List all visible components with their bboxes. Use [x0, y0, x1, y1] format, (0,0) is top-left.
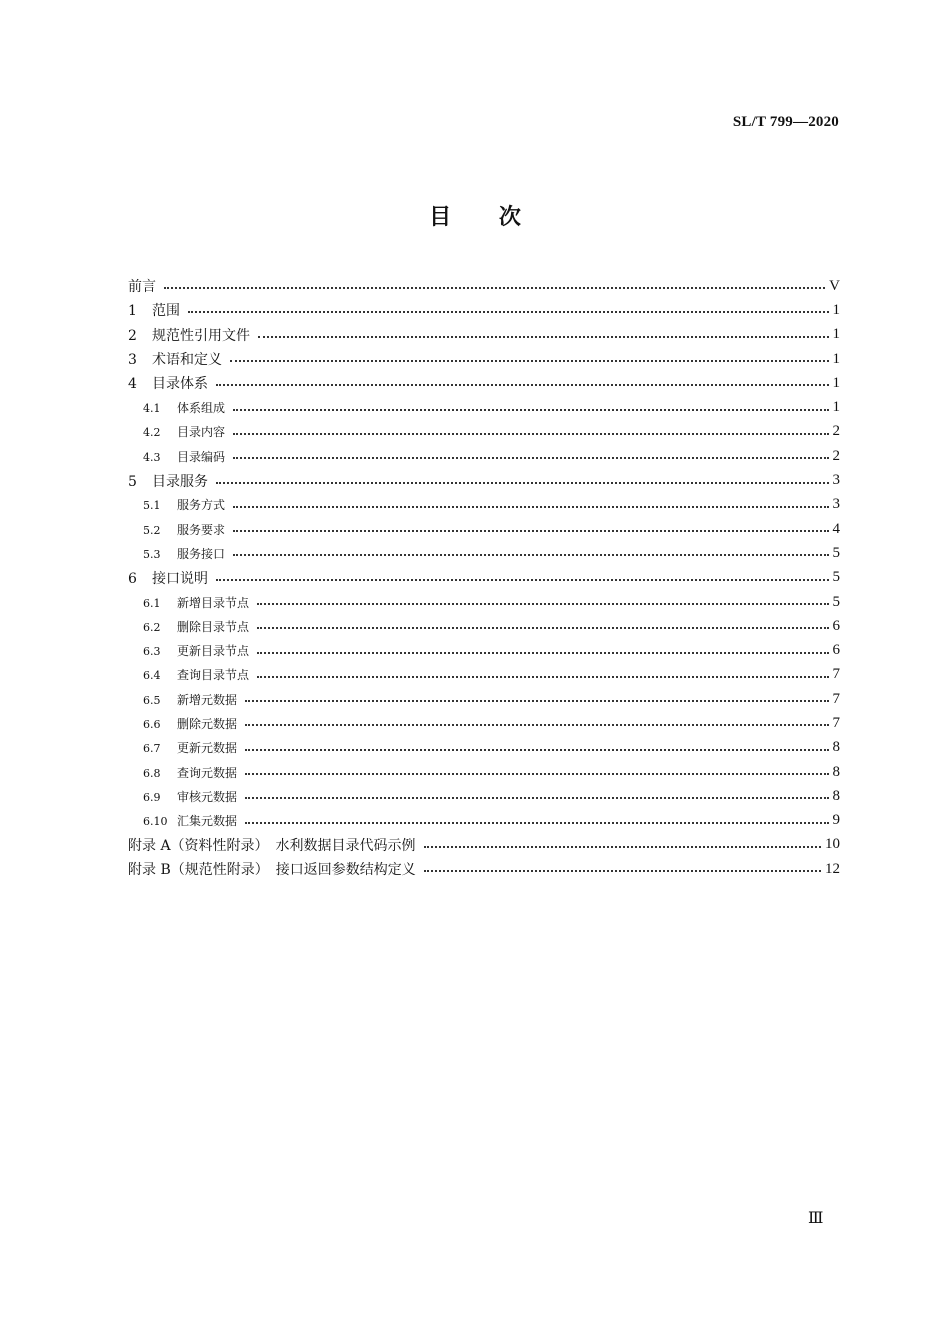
toc-entry[interactable] [128, 857, 840, 881]
dot-leader [216, 482, 829, 484]
toc-entry-label: 目录体系 [152, 376, 208, 393]
toc-entry[interactable] [128, 614, 840, 638]
toc-entry[interactable] [128, 809, 840, 833]
toc-entry-title [143, 618, 253, 635]
toc-entry-page: 12 [825, 860, 840, 877]
toc-entry-number: 5 [128, 473, 137, 490]
toc-entry-number: 6.8 [143, 766, 161, 780]
toc-entry-label: 附录 A（资料性附录） 水利数据目录代码示例 [128, 837, 416, 854]
toc-entry[interactable] [128, 663, 840, 687]
toc-entry[interactable] [128, 323, 840, 347]
toc-entry-label: 范围 [152, 303, 180, 320]
toc-entry-label: 删除元数据 [177, 716, 238, 731]
toc-entry-number: 4 [128, 376, 137, 393]
toc-entry-label: 更新目录节点 [177, 644, 250, 659]
toc-entry[interactable] [128, 493, 840, 517]
toc-entry-page: 5 [832, 593, 840, 610]
toc-entry[interactable] [128, 541, 840, 565]
toc-entry-title [143, 545, 229, 562]
toc-entry-title [143, 521, 229, 538]
toc-entry-number: 6.5 [143, 693, 161, 707]
dot-leader [424, 846, 821, 848]
dot-leader [257, 652, 828, 654]
toc-entry-title [143, 788, 241, 805]
toc-entry-label: 汇集元数据 [177, 814, 238, 829]
toc-entry-title [128, 300, 184, 320]
toc-entry-number: 5.3 [143, 547, 161, 561]
dot-leader [216, 384, 829, 386]
toc-entry-title [128, 373, 212, 393]
toc-entry[interactable] [128, 566, 840, 590]
toc-entry-number: 6.2 [143, 620, 161, 634]
toc-entry-page: 8 [832, 787, 840, 804]
toc-entry-number: 6.10 [143, 815, 168, 829]
toc-entry-title [143, 423, 229, 440]
toc-entry[interactable] [128, 736, 840, 760]
toc-entry-label: 新增元数据 [177, 692, 238, 707]
standard-code: SL/T 799—2020 [732, 114, 839, 130]
toc-entry-label: 附录 B（规范性附录） 接口返回参数结构定义 [128, 862, 416, 879]
toc-entry-page: 2 [832, 423, 840, 440]
toc-entry-label: 目录内容 [177, 425, 226, 440]
toc-entry[interactable] [128, 784, 840, 808]
toc-entry-label: 接口说明 [152, 570, 208, 587]
dot-leader [257, 676, 828, 678]
toc-entry-number: 6.3 [143, 645, 161, 659]
toc-entry-label: 规范性引用文件 [152, 327, 250, 344]
toc-entry-title [143, 642, 253, 659]
dot-leader [233, 530, 828, 532]
toc-entry[interactable] [128, 274, 840, 298]
toc-entry-page: 2 [832, 447, 840, 464]
dot-leader [245, 822, 828, 824]
dot-leader [233, 409, 828, 411]
toc-entry-number: 5.1 [143, 499, 161, 513]
toc-entry-page: 3 [832, 496, 840, 513]
toc-entry-page: 8 [832, 763, 840, 780]
toc-entry-number: 6.9 [143, 790, 161, 804]
toc-entry[interactable] [128, 371, 840, 395]
toc-entry-page: 9 [832, 812, 840, 829]
dot-leader [424, 870, 821, 872]
toc-entry[interactable] [128, 833, 840, 857]
dot-leader [188, 311, 829, 313]
toc-entry-number: 2 [128, 327, 137, 344]
dot-leader [245, 700, 828, 702]
toc-entry-page: 5 [832, 544, 840, 561]
toc-entry-title [143, 739, 241, 756]
dot-leader [245, 797, 828, 799]
toc-entry-page: 1 [832, 350, 840, 367]
toc-entry[interactable] [128, 395, 840, 419]
toc-entry-title [128, 276, 160, 296]
page-title: 目 次 [429, 205, 521, 230]
toc-entry-page: V [829, 277, 840, 294]
toc-entry-title [143, 715, 241, 732]
toc-entry-label: 前言 [128, 279, 156, 296]
toc-entry-page: 1 [832, 326, 840, 343]
toc-entry-page: 7 [832, 714, 840, 731]
toc-entry-number: 4.2 [143, 426, 161, 440]
dot-leader [233, 554, 828, 556]
toc-entry-label: 服务要求 [177, 522, 226, 537]
toc-entry[interactable] [128, 468, 840, 492]
toc-entry-label: 查询目录节点 [177, 668, 250, 683]
dot-leader [233, 506, 828, 508]
toc-entry-title [128, 349, 226, 369]
dot-leader [245, 749, 828, 751]
toc-entry-title [143, 399, 229, 416]
toc-entry-label: 删除目录节点 [177, 619, 250, 634]
dot-leader [164, 287, 825, 289]
dot-leader [258, 336, 829, 338]
toc-entry-label: 服务方式 [177, 498, 226, 513]
page-number: Ⅲ [808, 1210, 824, 1227]
toc-entry-title [143, 666, 253, 683]
toc-entry[interactable] [128, 590, 840, 614]
toc-entry-page: 3 [832, 472, 840, 489]
toc-entry[interactable] [128, 420, 840, 444]
dot-leader [245, 773, 828, 775]
toc-entry-page: 1 [832, 399, 840, 416]
toc-entry-page: 5 [832, 569, 840, 586]
toc-entry-number: 6.6 [143, 717, 161, 731]
toc-entry-number: 4.3 [143, 450, 161, 464]
toc-entry-number: 6.4 [143, 669, 161, 683]
dot-leader [233, 433, 828, 435]
toc-entry-title [143, 764, 241, 781]
toc-entry-label: 查询元数据 [177, 765, 238, 780]
toc-entry-number: 4.1 [143, 402, 161, 416]
toc-entry-label: 审核元数据 [177, 789, 238, 804]
toc-entry-number: 6 [128, 570, 137, 587]
toc-entry-label: 目录服务 [152, 473, 208, 490]
toc-entry[interactable] [128, 638, 840, 662]
toc-entry-page: 7 [832, 666, 840, 683]
toc-entry-title [128, 835, 420, 855]
dot-leader [233, 457, 828, 459]
toc-entry-number: 6.1 [143, 596, 161, 610]
toc-entry-page: 1 [832, 301, 840, 318]
table-of-contents [128, 274, 840, 881]
toc-entry[interactable] [128, 347, 840, 371]
toc-entry[interactable] [128, 444, 840, 468]
toc-entry-page: 6 [832, 617, 840, 634]
toc-entry-number: 6.7 [143, 742, 161, 756]
toc-entry-number: 5.2 [143, 523, 161, 537]
toc-entry-title [128, 859, 420, 879]
toc-entry-label: 更新元数据 [177, 741, 238, 756]
toc-entry-page: 4 [832, 520, 840, 537]
toc-entry-title [128, 325, 254, 345]
toc-entry[interactable] [128, 760, 840, 784]
toc-entry-page: 8 [832, 739, 840, 756]
dot-leader [257, 603, 828, 605]
toc-entry-page: 1 [832, 374, 840, 391]
dot-leader [245, 724, 828, 726]
toc-entry-label: 新增目录节点 [177, 595, 250, 610]
toc-entry-label: 目录编码 [177, 449, 226, 464]
toc-entry-page: 6 [832, 642, 840, 659]
toc-entry-label: 术语和定义 [152, 352, 222, 369]
dot-leader [230, 360, 829, 362]
toc-entry[interactable] [128, 517, 840, 541]
toc-entry[interactable] [128, 687, 840, 711]
toc-entry[interactable] [128, 711, 840, 735]
toc-entry-page: 7 [832, 690, 840, 707]
toc-entry-title [128, 568, 212, 588]
toc-entry-page: 10 [825, 836, 840, 853]
toc-entry-title [143, 812, 241, 829]
toc-entry-label: 服务接口 [177, 546, 226, 561]
dot-leader [257, 627, 828, 629]
toc-entry-label: 体系组成 [177, 401, 226, 416]
toc-entry-number: 1 [128, 303, 137, 320]
toc-entry-title [143, 496, 229, 513]
toc-entry[interactable] [128, 298, 840, 322]
toc-entry-title [143, 691, 241, 708]
toc-entry-number: 3 [128, 352, 137, 369]
toc-entry-title [143, 448, 229, 465]
toc-entry-title [128, 471, 212, 491]
dot-leader [216, 579, 829, 581]
toc-entry-title [143, 594, 253, 611]
